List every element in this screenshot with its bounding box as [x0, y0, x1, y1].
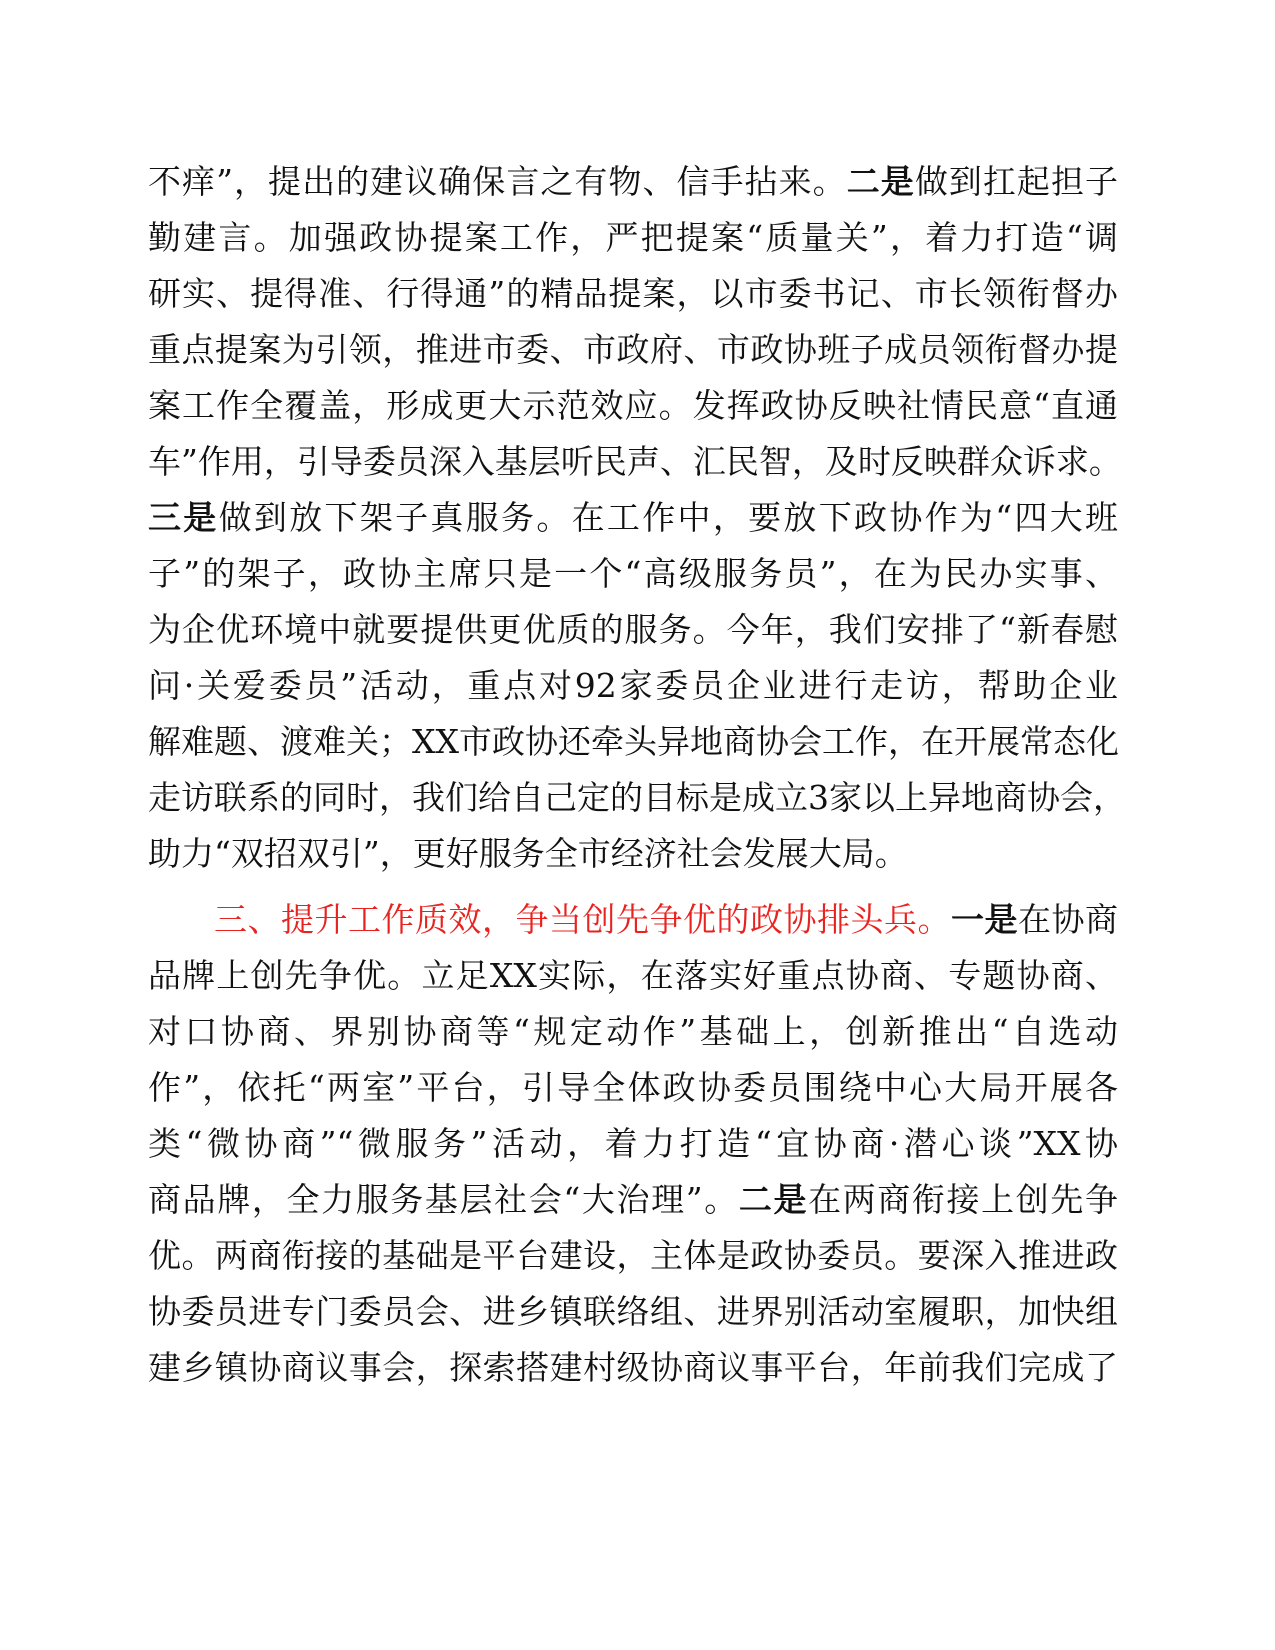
text-run: 案工作全覆盖，形成更大示范效应。发挥政协反映社情民意“直通 [148, 386, 1118, 425]
text-run: 商品牌，全力服务基层社会“大治理”。 [148, 1180, 739, 1219]
text-run: 勤建言。加强政协提案工作，严把提案“质量关”，着力打造“调 [148, 218, 1118, 257]
text-line [148, 490, 1118, 546]
text-line [148, 154, 1118, 210]
text-run: 问·关爱委员”活动，重点对92家委员企业进行走访，帮助企业 [148, 666, 1118, 705]
bold-marker: 二是 [738, 1180, 809, 1219]
text-line [148, 892, 1118, 948]
text-run: 优。两商衔接的基础是平台建设，主体是政协委员。要深入推进政 [148, 1236, 1118, 1275]
text-line [148, 1340, 1118, 1396]
text-line [148, 434, 1122, 490]
text-run: 不痒”，提出的建议确保言之有物、信手拈来。 [148, 162, 847, 201]
text-line [148, 322, 1118, 378]
text-run: 研实、提得准、行得通”的精品提案，以市委书记、市长领衔督办 [148, 274, 1118, 313]
text-line [148, 714, 1118, 770]
text-run: 助力“双招双引”，更好服务全市经济社会发展大局。 [148, 834, 908, 873]
paragraph-2 [148, 892, 1118, 1396]
text-run: 作”，依托“两室”平台，引导全体政协委员围绕中心大局开展各 [148, 1068, 1118, 1107]
text-line [148, 1004, 1118, 1060]
text-run: 品牌上创先争优。立足XX实际，在落实好重点协商、专题协商、 [148, 956, 1118, 995]
text-run: 为企优环境中就要提供更优质的服务。今年，我们安排了“新春慰 [148, 610, 1118, 649]
text-run: 车”作用，引导委员深入基层听民声、汇民智，及时反映群众诉求。 [148, 442, 1122, 481]
bold-marker: 三是 [148, 498, 219, 537]
text-run: 做到放下架子真服务。在工作中，要放下政协作为“四大班 [218, 498, 1119, 537]
text-line [148, 1060, 1118, 1116]
text-line [148, 602, 1118, 658]
section-heading: 三、提升工作质效，争当创先争优的政协排头兵。 [214, 900, 951, 939]
text-run: 对口协商、界别协商等“规定动作”基础上，创新推出“自选动 [148, 1012, 1118, 1051]
text-run: 在两商衔接上创先争 [808, 1180, 1119, 1219]
text-line [148, 378, 1118, 434]
text-line [148, 1116, 1118, 1172]
text-line [148, 1284, 1118, 1340]
text-run: 在协商 [1018, 900, 1118, 939]
text-line [148, 1172, 1118, 1228]
text-line [148, 658, 1118, 714]
text-line [148, 826, 1118, 882]
text-run: 类“微协商”“微服务”活动，着力打造“宜协商·潜心谈”XX协 [148, 1124, 1118, 1163]
text-line [148, 210, 1118, 266]
text-run: 做到扛起担子 [914, 162, 1119, 201]
paragraph-1 [148, 154, 1126, 882]
text-line [148, 546, 1118, 602]
text-line [148, 948, 1118, 1004]
text-run: 协委员进专门委员会、进乡镇联络组、进界别活动室履职，加快组 [148, 1292, 1118, 1331]
bold-marker: 二是 [846, 162, 915, 201]
text-line [148, 770, 1126, 826]
text-line [148, 1228, 1118, 1284]
text-run: 解难题、渡难关；XX市政协还牵头异地商协会工作，在开展常态化 [148, 722, 1119, 761]
text-run: 建乡镇协商议事会，探索搭建村级协商议事平台，年前我们完成了 [148, 1348, 1118, 1387]
text-line [148, 266, 1118, 322]
text-run: 走访联系的同时，我们给自己定的目标是成立3家以上异地商协会， [148, 778, 1126, 817]
bold-marker: 一是 [951, 900, 1018, 939]
text-run: 重点提案为引领，推进市委、市政府、市政协班子成员领衔督办提 [148, 330, 1118, 369]
text-run: 子”的架子，政协主席只是一个“高级服务员”，在为民办实事、 [148, 554, 1118, 593]
